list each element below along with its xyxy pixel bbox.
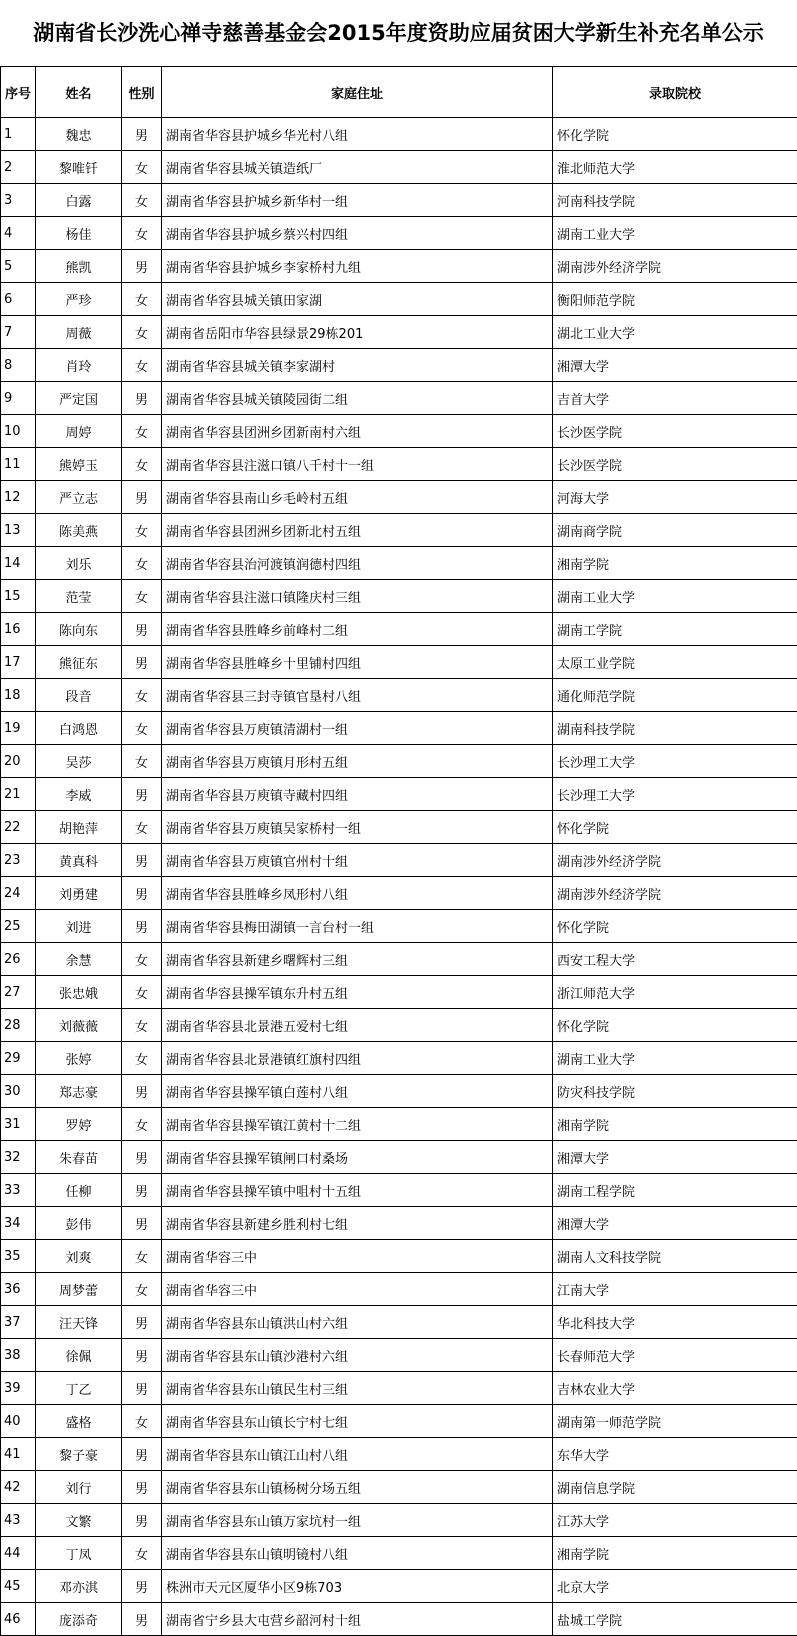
table-row bbox=[1, 1339, 797, 1372]
table-row bbox=[1, 1372, 797, 1405]
row-name: 肖玲 bbox=[36, 349, 122, 382]
row-gender: 男 bbox=[122, 481, 162, 514]
row-index: 33 bbox=[1, 1174, 36, 1207]
row-index: 6 bbox=[1, 283, 36, 316]
row-school: 湖北工业大学 bbox=[553, 316, 797, 349]
row-gender: 男 bbox=[122, 1306, 162, 1339]
header-index: 序号 bbox=[1, 67, 36, 118]
row-gender: 女 bbox=[122, 679, 162, 712]
row-gender: 男 bbox=[122, 1075, 162, 1108]
row-gender: 男 bbox=[122, 844, 162, 877]
row-school: 湖南工业大学 bbox=[553, 580, 797, 613]
row-index: 10 bbox=[1, 415, 36, 448]
table-body bbox=[1, 118, 797, 1636]
row-gender: 女 bbox=[122, 514, 162, 547]
row-school: 湖南人文科技学院 bbox=[553, 1240, 797, 1273]
table-row bbox=[1, 646, 797, 679]
row-school: 长沙医学院 bbox=[553, 415, 797, 448]
row-school: 湘南学院 bbox=[553, 1537, 797, 1570]
row-school: 湖南科技学院 bbox=[553, 712, 797, 745]
row-name: 黎唯钎 bbox=[36, 151, 122, 184]
row-gender: 女 bbox=[122, 151, 162, 184]
row-address: 湖南省华容县北景港镇红旗村四组 bbox=[162, 1042, 553, 1075]
row-address: 湖南省华容县南山乡毛岭村五组 bbox=[162, 481, 553, 514]
row-index: 11 bbox=[1, 448, 36, 481]
row-name: 任柳 bbox=[36, 1174, 122, 1207]
row-school: 河海大学 bbox=[553, 481, 797, 514]
row-name: 吴莎 bbox=[36, 745, 122, 778]
row-name: 余慧 bbox=[36, 943, 122, 976]
row-index: 35 bbox=[1, 1240, 36, 1273]
row-index: 15 bbox=[1, 580, 36, 613]
table-row bbox=[1, 613, 797, 646]
row-school: 湖南商学院 bbox=[553, 514, 797, 547]
header-address: 家庭住址 bbox=[162, 67, 553, 118]
row-index: 44 bbox=[1, 1537, 36, 1570]
row-address: 湖南省华容县城关镇田家湖 bbox=[162, 283, 553, 316]
row-school: 浙江师范大学 bbox=[553, 976, 797, 1009]
row-gender: 女 bbox=[122, 712, 162, 745]
row-index: 31 bbox=[1, 1108, 36, 1141]
table-row bbox=[1, 1273, 797, 1306]
row-address: 湖南省华容县胜峰乡十里铺村四组 bbox=[162, 646, 553, 679]
row-address: 湖南省华容县治河渡镇润德村四组 bbox=[162, 547, 553, 580]
row-gender: 女 bbox=[122, 1042, 162, 1075]
table-row bbox=[1, 184, 797, 217]
row-name: 张婷 bbox=[36, 1042, 122, 1075]
row-name: 熊征东 bbox=[36, 646, 122, 679]
row-school: 湖南工业大学 bbox=[553, 1042, 797, 1075]
row-address: 湖南省华容县万庾镇寺藏村四组 bbox=[162, 778, 553, 811]
row-gender: 男 bbox=[122, 118, 162, 151]
row-address: 湖南省华容县城关镇李家湖村 bbox=[162, 349, 553, 382]
table-row bbox=[1, 547, 797, 580]
row-school: 湘潭大学 bbox=[553, 1207, 797, 1240]
header-gender: 性别 bbox=[122, 67, 162, 118]
row-address: 湖南省华容县东山镇杨树分场五组 bbox=[162, 1471, 553, 1504]
row-name: 严定国 bbox=[36, 382, 122, 415]
row-school: 长春师范大学 bbox=[553, 1339, 797, 1372]
row-index: 17 bbox=[1, 646, 36, 679]
row-address: 湖南省华容县新建乡曙辉村三组 bbox=[162, 943, 553, 976]
row-name: 杨佳 bbox=[36, 217, 122, 250]
row-name: 汪天锋 bbox=[36, 1306, 122, 1339]
row-gender: 男 bbox=[122, 613, 162, 646]
row-index: 1 bbox=[1, 118, 36, 151]
row-index: 8 bbox=[1, 349, 36, 382]
row-gender: 女 bbox=[122, 1240, 162, 1273]
row-name: 文繁 bbox=[36, 1504, 122, 1537]
row-address: 湖南省华容县护城乡华光村八组 bbox=[162, 118, 553, 151]
row-name: 白露 bbox=[36, 184, 122, 217]
table-row bbox=[1, 1075, 797, 1108]
row-index: 19 bbox=[1, 712, 36, 745]
row-gender: 女 bbox=[122, 1273, 162, 1306]
row-index: 26 bbox=[1, 943, 36, 976]
row-gender: 女 bbox=[122, 943, 162, 976]
row-index: 5 bbox=[1, 250, 36, 283]
table-row bbox=[1, 1405, 797, 1438]
row-address: 湖南省华容县东山镇洪山村六组 bbox=[162, 1306, 553, 1339]
row-index: 40 bbox=[1, 1405, 36, 1438]
table-row bbox=[1, 1504, 797, 1537]
row-index: 32 bbox=[1, 1141, 36, 1174]
row-address: 湖南省华容县护城乡新华村一组 bbox=[162, 184, 553, 217]
row-address: 湖南省华容县操军镇中咀村十五组 bbox=[162, 1174, 553, 1207]
row-address: 湖南省华容县城关镇造纸厂 bbox=[162, 151, 553, 184]
row-index: 41 bbox=[1, 1438, 36, 1471]
table-row bbox=[1, 283, 797, 316]
row-index: 23 bbox=[1, 844, 36, 877]
row-address: 湖南省华容县护城乡蔡兴村四组 bbox=[162, 217, 553, 250]
row-gender: 女 bbox=[122, 415, 162, 448]
row-school: 吉首大学 bbox=[553, 382, 797, 415]
row-name: 熊凯 bbox=[36, 250, 122, 283]
table-row bbox=[1, 1174, 797, 1207]
row-index: 39 bbox=[1, 1372, 36, 1405]
row-name: 陈向东 bbox=[36, 613, 122, 646]
row-school: 北京大学 bbox=[553, 1570, 797, 1603]
row-school: 通化师范学院 bbox=[553, 679, 797, 712]
row-gender: 男 bbox=[122, 1339, 162, 1372]
row-address: 湖南省华容县万庾镇吴家桥村一组 bbox=[162, 811, 553, 844]
row-index: 16 bbox=[1, 613, 36, 646]
header-school: 录取院校 bbox=[553, 67, 797, 118]
row-index: 42 bbox=[1, 1471, 36, 1504]
row-address: 湖南省华容县东山镇长宁村七组 bbox=[162, 1405, 553, 1438]
table-row bbox=[1, 712, 797, 745]
row-address: 湖南省华容县注滋口镇八千村十一组 bbox=[162, 448, 553, 481]
row-school: 湖南第一师范学院 bbox=[553, 1405, 797, 1438]
row-gender: 男 bbox=[122, 382, 162, 415]
table-row bbox=[1, 877, 797, 910]
row-gender: 女 bbox=[122, 547, 162, 580]
row-school: 湖南工业大学 bbox=[553, 217, 797, 250]
row-school: 西安工程大学 bbox=[553, 943, 797, 976]
row-gender: 女 bbox=[122, 1405, 162, 1438]
row-index: 27 bbox=[1, 976, 36, 1009]
table-row bbox=[1, 1042, 797, 1075]
row-school: 吉林农业大学 bbox=[553, 1372, 797, 1405]
table-row bbox=[1, 1471, 797, 1504]
row-address: 株洲市天元区厦华小区9栋703 bbox=[162, 1570, 553, 1603]
row-name: 彭伟 bbox=[36, 1207, 122, 1240]
row-name: 魏忠 bbox=[36, 118, 122, 151]
row-name: 朱春苗 bbox=[36, 1141, 122, 1174]
table-row bbox=[1, 250, 797, 283]
row-name: 张忠娥 bbox=[36, 976, 122, 1009]
row-gender: 男 bbox=[122, 1471, 162, 1504]
row-index: 22 bbox=[1, 811, 36, 844]
row-gender: 女 bbox=[122, 745, 162, 778]
table-row bbox=[1, 1240, 797, 1273]
row-gender: 男 bbox=[122, 250, 162, 283]
row-name: 胡艳萍 bbox=[36, 811, 122, 844]
row-index: 34 bbox=[1, 1207, 36, 1240]
row-index: 13 bbox=[1, 514, 36, 547]
row-gender: 男 bbox=[122, 910, 162, 943]
row-gender: 女 bbox=[122, 811, 162, 844]
row-index: 28 bbox=[1, 1009, 36, 1042]
row-name: 刘行 bbox=[36, 1471, 122, 1504]
row-gender: 男 bbox=[122, 1438, 162, 1471]
row-address: 湖南省华容县团洲乡团新北村五组 bbox=[162, 514, 553, 547]
row-school: 淮北师范大学 bbox=[553, 151, 797, 184]
row-school: 江南大学 bbox=[553, 1273, 797, 1306]
row-address: 湖南省华容三中 bbox=[162, 1273, 553, 1306]
table-row bbox=[1, 679, 797, 712]
row-address: 湖南省华容县东山镇民生村三组 bbox=[162, 1372, 553, 1405]
row-gender: 男 bbox=[122, 877, 162, 910]
row-index: 3 bbox=[1, 184, 36, 217]
row-index: 38 bbox=[1, 1339, 36, 1372]
table-row bbox=[1, 844, 797, 877]
row-name: 段音 bbox=[36, 679, 122, 712]
table-row bbox=[1, 811, 797, 844]
row-address: 湖南省华容县东山镇万家坑村一组 bbox=[162, 1504, 553, 1537]
row-index: 12 bbox=[1, 481, 36, 514]
row-school: 湘潭大学 bbox=[553, 349, 797, 382]
row-name: 白鸿恩 bbox=[36, 712, 122, 745]
table-row bbox=[1, 745, 797, 778]
row-index: 18 bbox=[1, 679, 36, 712]
row-gender: 女 bbox=[122, 976, 162, 1009]
table-row bbox=[1, 1207, 797, 1240]
row-index: 43 bbox=[1, 1504, 36, 1537]
table-row bbox=[1, 415, 797, 448]
row-gender: 男 bbox=[122, 1603, 162, 1636]
row-gender: 男 bbox=[122, 1207, 162, 1240]
row-school: 东华大学 bbox=[553, 1438, 797, 1471]
row-gender: 男 bbox=[122, 1504, 162, 1537]
table-row bbox=[1, 382, 797, 415]
row-gender: 男 bbox=[122, 1174, 162, 1207]
row-address: 湖南省华容县东山镇沙港村六组 bbox=[162, 1339, 553, 1372]
student-list-table bbox=[0, 66, 797, 1636]
row-gender: 女 bbox=[122, 1537, 162, 1570]
row-address: 湖南省华容县注滋口镇隆庆村三组 bbox=[162, 580, 553, 613]
page-title: 湖南省长沙洗心禅寺慈善基金会2015年度资助应届贫困大学新生补充名单公示 bbox=[33, 21, 764, 45]
row-gender: 男 bbox=[122, 1570, 162, 1603]
row-school: 太原工业学院 bbox=[553, 646, 797, 679]
row-school: 长沙理工大学 bbox=[553, 745, 797, 778]
row-index: 46 bbox=[1, 1603, 36, 1636]
row-address: 湖南省华容县万庾镇官州村十组 bbox=[162, 844, 553, 877]
table-row bbox=[1, 481, 797, 514]
table-row bbox=[1, 943, 797, 976]
table-row bbox=[1, 151, 797, 184]
row-school: 华北科技大学 bbox=[553, 1306, 797, 1339]
table-header-row bbox=[1, 67, 797, 118]
row-address: 湖南省华容县护城乡李家桥村九组 bbox=[162, 250, 553, 283]
row-address: 湖南省华容县胜峰乡前峰村二组 bbox=[162, 613, 553, 646]
row-address: 湖南省宁乡县大屯营乡韶河村十组 bbox=[162, 1603, 553, 1636]
row-school: 防灾科技学院 bbox=[553, 1075, 797, 1108]
row-gender: 女 bbox=[122, 349, 162, 382]
table-row bbox=[1, 1009, 797, 1042]
row-address: 湖南省华容县团洲乡团新南村六组 bbox=[162, 415, 553, 448]
row-school: 湖南涉外经济学院 bbox=[553, 250, 797, 283]
row-name: 周薇 bbox=[36, 316, 122, 349]
row-index: 45 bbox=[1, 1570, 36, 1603]
table-row bbox=[1, 217, 797, 250]
row-address: 湖南省华容县操军镇白莲村八组 bbox=[162, 1075, 553, 1108]
row-name: 严立志 bbox=[36, 481, 122, 514]
row-gender: 男 bbox=[122, 1372, 162, 1405]
row-name: 周梦蕾 bbox=[36, 1273, 122, 1306]
row-school: 湘南学院 bbox=[553, 1108, 797, 1141]
row-gender: 男 bbox=[122, 646, 162, 679]
row-name: 庞添奇 bbox=[36, 1603, 122, 1636]
row-gender: 女 bbox=[122, 316, 162, 349]
row-name: 严珍 bbox=[36, 283, 122, 316]
table-row bbox=[1, 580, 797, 613]
row-school: 江苏大学 bbox=[553, 1504, 797, 1537]
row-name: 黎子豪 bbox=[36, 1438, 122, 1471]
row-index: 25 bbox=[1, 910, 36, 943]
table-row bbox=[1, 1108, 797, 1141]
table-row bbox=[1, 778, 797, 811]
row-address: 湖南省华容县万庾镇清湖村一组 bbox=[162, 712, 553, 745]
row-name: 刘爽 bbox=[36, 1240, 122, 1273]
row-address: 湖南省华容县北景港五爱村七组 bbox=[162, 1009, 553, 1042]
header-name: 姓名 bbox=[36, 67, 122, 118]
row-gender: 女 bbox=[122, 184, 162, 217]
row-name: 丁凤 bbox=[36, 1537, 122, 1570]
table-row bbox=[1, 349, 797, 382]
row-name: 郑志豪 bbox=[36, 1075, 122, 1108]
row-index: 36 bbox=[1, 1273, 36, 1306]
row-index: 30 bbox=[1, 1075, 36, 1108]
row-school: 湖南涉外经济学院 bbox=[553, 844, 797, 877]
table-row bbox=[1, 1141, 797, 1174]
row-gender: 男 bbox=[122, 778, 162, 811]
row-school: 长沙理工大学 bbox=[553, 778, 797, 811]
row-gender: 女 bbox=[122, 1108, 162, 1141]
row-name: 刘勇建 bbox=[36, 877, 122, 910]
row-school: 湘潭大学 bbox=[553, 1141, 797, 1174]
row-name: 盛格 bbox=[36, 1405, 122, 1438]
table-row bbox=[1, 1306, 797, 1339]
row-name: 陈美燕 bbox=[36, 514, 122, 547]
row-name: 徐佩 bbox=[36, 1339, 122, 1372]
row-school: 河南科技学院 bbox=[553, 184, 797, 217]
row-school: 湖南涉外经济学院 bbox=[553, 877, 797, 910]
row-name: 周婷 bbox=[36, 415, 122, 448]
row-gender: 女 bbox=[122, 283, 162, 316]
table-row bbox=[1, 1603, 797, 1636]
row-index: 29 bbox=[1, 1042, 36, 1075]
row-name: 罗婷 bbox=[36, 1108, 122, 1141]
row-name: 刘薇薇 bbox=[36, 1009, 122, 1042]
row-school: 怀化学院 bbox=[553, 118, 797, 151]
row-address: 湖南省华容县东山镇明镜村八组 bbox=[162, 1537, 553, 1570]
table-row bbox=[1, 448, 797, 481]
row-address: 湖南省华容县东山镇江山村八组 bbox=[162, 1438, 553, 1471]
row-index: 7 bbox=[1, 316, 36, 349]
table-row bbox=[1, 118, 797, 151]
row-name: 李威 bbox=[36, 778, 122, 811]
row-name: 范莹 bbox=[36, 580, 122, 613]
row-school: 怀化学院 bbox=[553, 1009, 797, 1042]
row-address: 湖南省华容县操军镇闸口村桑场 bbox=[162, 1141, 553, 1174]
row-school: 湖南工程学院 bbox=[553, 1174, 797, 1207]
row-address: 湖南省华容三中 bbox=[162, 1240, 553, 1273]
row-school: 怀化学院 bbox=[553, 811, 797, 844]
row-name: 黄真科 bbox=[36, 844, 122, 877]
row-address: 湖南省华容县城关镇陵园街二组 bbox=[162, 382, 553, 415]
row-address: 湖南省华容县操军镇东升村五组 bbox=[162, 976, 553, 1009]
row-address: 湖南省华容县三封寺镇官垦村八组 bbox=[162, 679, 553, 712]
table-row bbox=[1, 976, 797, 1009]
row-address: 湖南省岳阳市华容县绿景29栋201 bbox=[162, 316, 553, 349]
row-school: 盐城工学院 bbox=[553, 1603, 797, 1636]
row-gender: 女 bbox=[122, 217, 162, 250]
row-school: 湖南信息学院 bbox=[553, 1471, 797, 1504]
row-school: 湖南工学院 bbox=[553, 613, 797, 646]
row-index: 20 bbox=[1, 745, 36, 778]
row-gender: 女 bbox=[122, 580, 162, 613]
row-address: 湖南省华容县新建乡胜利村七组 bbox=[162, 1207, 553, 1240]
row-index: 9 bbox=[1, 382, 36, 415]
row-index: 4 bbox=[1, 217, 36, 250]
row-gender: 女 bbox=[122, 1009, 162, 1042]
table-row bbox=[1, 910, 797, 943]
row-address: 湖南省华容县胜峰乡凤形村八组 bbox=[162, 877, 553, 910]
row-school: 怀化学院 bbox=[553, 910, 797, 943]
row-school: 湘南学院 bbox=[553, 547, 797, 580]
table-row bbox=[1, 1570, 797, 1603]
table-row bbox=[1, 514, 797, 547]
row-gender: 女 bbox=[122, 448, 162, 481]
row-index: 37 bbox=[1, 1306, 36, 1339]
row-index: 21 bbox=[1, 778, 36, 811]
table-row bbox=[1, 1537, 797, 1570]
row-index: 2 bbox=[1, 151, 36, 184]
row-gender: 男 bbox=[122, 1141, 162, 1174]
row-address: 湖南省华容县操军镇江黄村十二组 bbox=[162, 1108, 553, 1141]
row-school: 长沙医学院 bbox=[553, 448, 797, 481]
row-index: 24 bbox=[1, 877, 36, 910]
row-name: 邓亦淇 bbox=[36, 1570, 122, 1603]
row-index: 14 bbox=[1, 547, 36, 580]
row-school: 衡阳师范学院 bbox=[553, 283, 797, 316]
row-name: 熊婷玉 bbox=[36, 448, 122, 481]
row-name: 刘乐 bbox=[36, 547, 122, 580]
table-row bbox=[1, 1438, 797, 1471]
row-address: 湖南省华容县万庾镇月形村五组 bbox=[162, 745, 553, 778]
row-name: 刘进 bbox=[36, 910, 122, 943]
row-name: 丁乙 bbox=[36, 1372, 122, 1405]
table-row bbox=[1, 316, 797, 349]
row-address: 湖南省华容县梅田湖镇一言台村一组 bbox=[162, 910, 553, 943]
